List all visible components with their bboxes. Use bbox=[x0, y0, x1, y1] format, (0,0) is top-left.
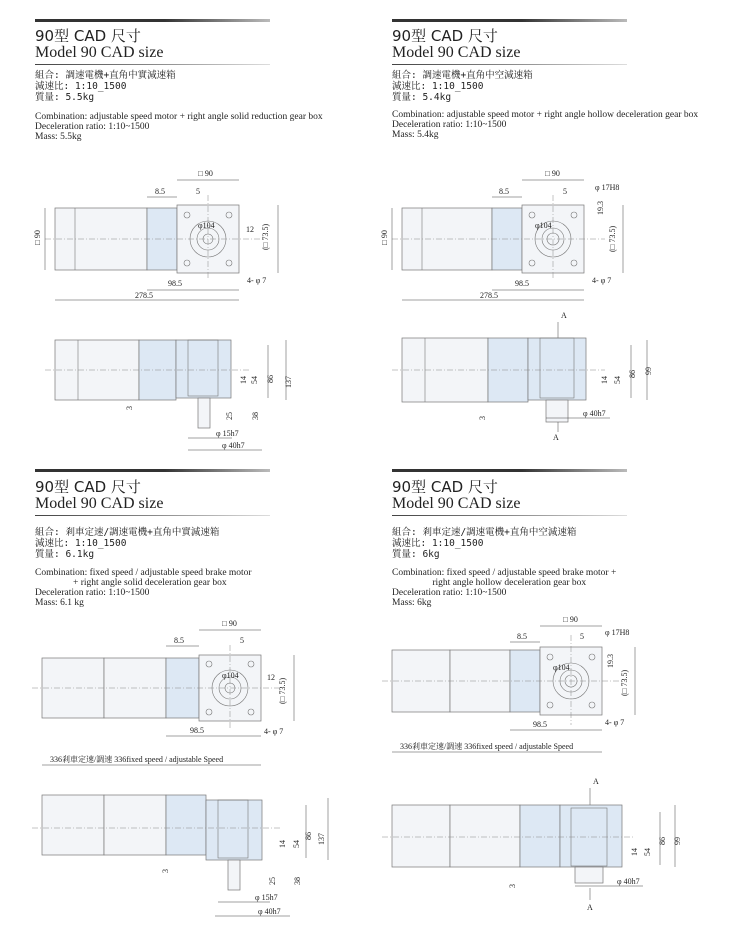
brake-side bbox=[392, 805, 450, 867]
brake-side bbox=[42, 795, 104, 855]
gear-side bbox=[520, 805, 560, 867]
spec-combination-cn: 組合: 剎車定速/調速電機+直角中實減速箱 bbox=[35, 527, 220, 538]
dim-54: 54 bbox=[643, 848, 652, 856]
spec-combination-cn: 組合: 調速電機+直角中實減速箱 bbox=[35, 70, 176, 81]
dim-99: 99 bbox=[673, 837, 682, 845]
spec-mass-cn: 質量: 5.5kg bbox=[35, 92, 95, 103]
dim-3: 3 bbox=[478, 416, 487, 420]
dim-3: 3 bbox=[125, 406, 134, 410]
spec-ratio-en: Deceleration ratio: 1:10~1500 bbox=[392, 588, 507, 598]
dim-bore: φ 17H8 bbox=[595, 183, 620, 192]
dim-3: 3 bbox=[161, 869, 170, 873]
dim-8-5: 8.5 bbox=[499, 187, 509, 196]
spec-mass-cn: 質量: 6kg bbox=[392, 549, 440, 560]
spec-mass-cn: 質量: 5.4kg bbox=[392, 92, 452, 103]
dim-5: 5 bbox=[240, 636, 244, 645]
gearbox-side bbox=[528, 338, 586, 400]
spec-ratio-en: Deceleration ratio: 1:10~1500 bbox=[392, 120, 507, 130]
dim-14: 14 bbox=[278, 840, 287, 848]
hollow-flange bbox=[575, 867, 603, 883]
dim-holes: 4- φ 7 bbox=[605, 718, 625, 727]
dim-flange: φ 40h7 bbox=[222, 441, 245, 450]
dim-12: 12 bbox=[246, 225, 254, 234]
dim-holes: 4- φ 7 bbox=[264, 727, 284, 736]
panel-title-cn: 90型 CAD 尺寸 bbox=[392, 27, 498, 45]
spec-combination-en: Combination: adjustable speed motor + right angle solid reduction gear box bbox=[35, 112, 323, 122]
dim-phi-104: φ104 bbox=[222, 671, 239, 680]
dim-25: 25 bbox=[225, 412, 234, 420]
dim-square-73-5: (□ 73.5) bbox=[620, 669, 629, 696]
dim-square-73-5: (□ 73.5) bbox=[261, 223, 270, 250]
top-view-drawing bbox=[375, 460, 750, 925]
dim-holes: 4- φ 7 bbox=[592, 276, 612, 285]
dim-3: 3 bbox=[508, 884, 517, 888]
spec-ratio-cn: 減速比: 1:10_1500 bbox=[392, 81, 484, 92]
motor-side bbox=[450, 805, 520, 867]
section-a-bottom: A bbox=[587, 903, 593, 912]
dim-19-3: 19.3 bbox=[596, 201, 605, 215]
spec-ratio-cn: 減速比: 1:10_1500 bbox=[392, 538, 484, 549]
dim-8-5: 8.5 bbox=[155, 187, 165, 196]
panel-title-cn: 90型 CAD 尺寸 bbox=[35, 478, 141, 496]
output-shaft bbox=[198, 398, 210, 428]
spec-ratio-en: Deceleration ratio: 1:10~1500 bbox=[35, 588, 150, 598]
dim-86: 86 bbox=[266, 375, 275, 383]
spec-mass-en: Mass: 6kg bbox=[392, 598, 432, 608]
dim-total-336: 336剎車定速/調速 336fixed speed / adjustable Speed bbox=[400, 742, 574, 751]
dim-phi-104: φ104 bbox=[535, 221, 552, 230]
gearbox-side bbox=[560, 805, 622, 867]
panel-title-en: Model 90 CAD size bbox=[35, 495, 164, 512]
top-view-drawing bbox=[375, 0, 750, 460]
dim-54: 54 bbox=[250, 376, 259, 384]
spec-mass-en: Mass: 5.5kg bbox=[35, 132, 82, 142]
spec-ratio-cn: 減速比: 1:10_1500 bbox=[35, 538, 127, 549]
dim-86: 86 bbox=[658, 837, 667, 845]
dim-98-5: 98.5 bbox=[533, 720, 547, 729]
dim-38: 38 bbox=[251, 412, 260, 420]
dim-54: 54 bbox=[613, 376, 622, 384]
gear-side bbox=[166, 795, 206, 855]
dim-19-3: 19.3 bbox=[606, 654, 615, 668]
section-a-bottom: A bbox=[553, 433, 559, 442]
dim-total-278-5: 278.5 bbox=[135, 291, 153, 300]
spec-combination-cn: 組合: 調速電機+直角中空減速箱 bbox=[392, 70, 533, 81]
section-a-top: A bbox=[593, 777, 599, 786]
dim-12: 12 bbox=[267, 673, 275, 682]
gear-housing bbox=[147, 208, 177, 270]
dim-square-90: □ 90 bbox=[545, 169, 560, 178]
spec-mass-en: Mass: 5.4kg bbox=[392, 130, 439, 140]
dim-98-5: 98.5 bbox=[515, 279, 529, 288]
gearbox-side bbox=[176, 340, 231, 398]
dim-137: 137 bbox=[284, 376, 293, 388]
panel-title-en: Model 90 CAD size bbox=[35, 44, 164, 61]
dim-38: 38 bbox=[293, 877, 302, 885]
spec-combination-cn: 組合: 剎車定速/調速電機+直角中空減速箱 bbox=[392, 527, 577, 538]
dim-square-90: □ 90 bbox=[222, 619, 237, 628]
dim-total-336: 336剎車定速/調速 336fixed speed / adjustable Speed bbox=[50, 755, 224, 764]
dim-14: 14 bbox=[600, 376, 609, 384]
dim-flange: φ 40h7 bbox=[258, 907, 281, 916]
dim-phi-104: φ104 bbox=[553, 663, 570, 672]
dim-square-73-5: (□ 73.5) bbox=[608, 225, 617, 252]
hollow-flange bbox=[546, 400, 568, 422]
dim-total-278-5: 278.5 bbox=[480, 291, 498, 300]
dim-98-5: 98.5 bbox=[168, 279, 182, 288]
top-view-drawing bbox=[0, 0, 375, 460]
dim-8-5: 8.5 bbox=[517, 632, 527, 641]
section-a-top: A bbox=[561, 311, 567, 320]
dim-14: 14 bbox=[630, 848, 639, 856]
dim-98-5: 98.5 bbox=[190, 726, 204, 735]
dim-86: 86 bbox=[628, 370, 637, 378]
spec-ratio-en: Deceleration ratio: 1:10~1500 bbox=[35, 122, 150, 132]
output-shaft bbox=[228, 860, 240, 890]
dim-flange: φ 40h7 bbox=[617, 877, 640, 886]
dim-side-90: □ 90 bbox=[380, 230, 389, 245]
dim-5: 5 bbox=[563, 187, 567, 196]
dim-137: 137 bbox=[317, 833, 326, 845]
dim-side-90: □ 90 bbox=[33, 230, 42, 245]
dim-99: 99 bbox=[644, 367, 653, 375]
panel-title-cn: 90型 CAD 尺寸 bbox=[392, 478, 498, 496]
spec-combination-en: Combination: fixed speed / adjustable speed brake motor + right angle solid deceleration gear box bbox=[35, 568, 252, 588]
dim-square-90: □ 90 bbox=[198, 169, 213, 178]
dim-bore: φ 17H8 bbox=[605, 628, 630, 637]
dim-holes: 4- φ 7 bbox=[247, 276, 267, 285]
panel-title-en: Model 90 CAD size bbox=[392, 495, 521, 512]
dim-flange: φ 40h7 bbox=[583, 409, 606, 418]
dim-5: 5 bbox=[580, 632, 584, 641]
gearbox-side bbox=[206, 800, 262, 860]
dim-25: 25 bbox=[268, 877, 277, 885]
panel-title-cn: 90型 CAD 尺寸 bbox=[35, 27, 141, 45]
dim-phi-104: φ104 bbox=[198, 221, 215, 230]
motor-side bbox=[104, 795, 166, 855]
dim-14: 14 bbox=[239, 376, 248, 384]
dim-shaft: φ 15h7 bbox=[255, 893, 278, 902]
dim-5: 5 bbox=[196, 187, 200, 196]
dim-54: 54 bbox=[292, 840, 301, 848]
spec-combination-en: Combination: fixed speed / adjustable speed brake motor + right angle hollow deceleration gear box bbox=[392, 568, 617, 588]
spec-mass-en: Mass: 6.1 kg bbox=[35, 598, 84, 608]
spec-ratio-cn: 減速比: 1:10_1500 bbox=[35, 81, 127, 92]
dim-shaft: φ 15h7 bbox=[216, 429, 239, 438]
dim-86: 86 bbox=[304, 832, 313, 840]
dim-square-90: □ 90 bbox=[563, 615, 578, 624]
dim-square-73-5: (□ 73.5) bbox=[278, 677, 287, 704]
top-view-drawing bbox=[0, 460, 375, 925]
dim-8-5: 8.5 bbox=[174, 636, 184, 645]
panel-title-en: Model 90 CAD size bbox=[392, 44, 521, 61]
spec-mass-cn: 質量: 6.1kg bbox=[35, 549, 95, 560]
spec-combination-en: Combination: adjustable speed motor + right angle hollow deceleration gear box bbox=[392, 110, 699, 120]
